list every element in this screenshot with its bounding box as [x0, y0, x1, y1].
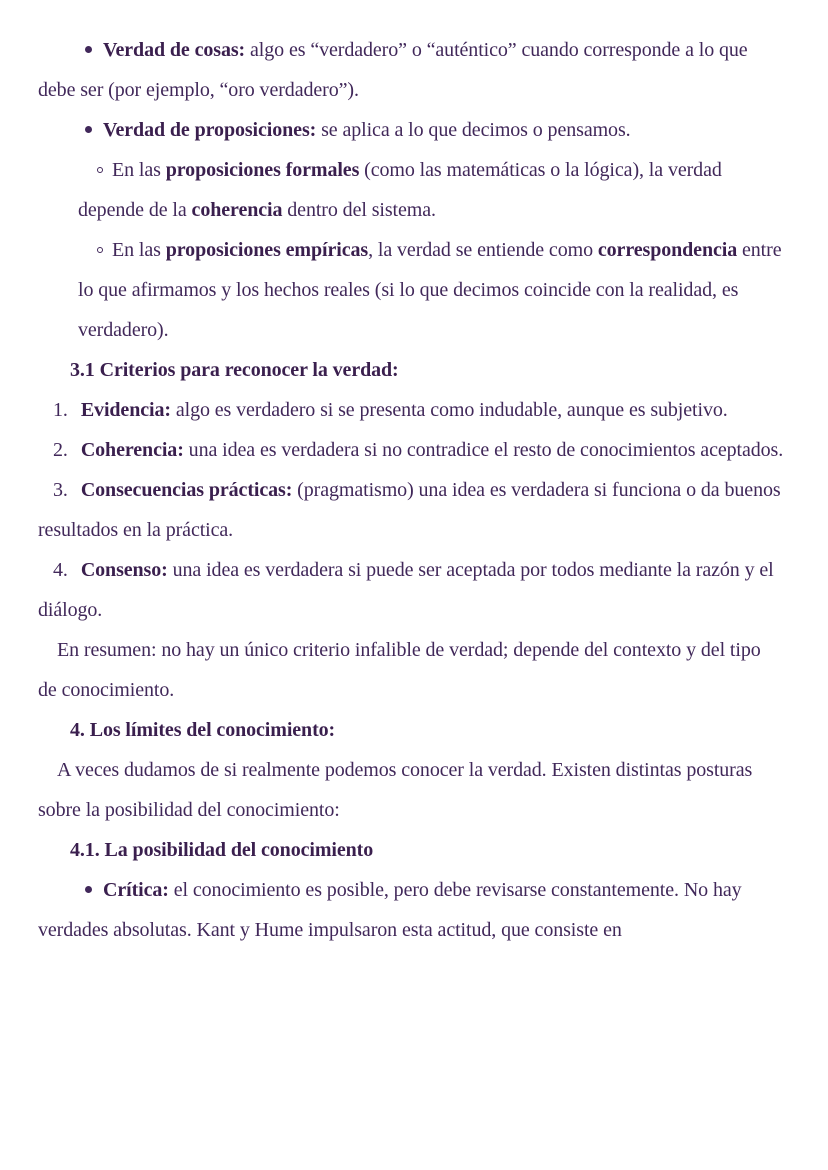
section-heading: [38, 830, 784, 870]
bullet-dot-icon: [85, 46, 92, 53]
section-heading: [38, 350, 784, 390]
bullet-circle-icon: [97, 167, 103, 173]
block-text: Coherencia: una idea es verdadera si no contradice el resto de conocimientos aceptados.: [80, 439, 784, 461]
list-number: 2.: [53, 439, 68, 461]
section-heading: [38, 710, 784, 750]
block-text: Verdad de cosas: algo es “verdadero” o “auténtico” cuando corresponde a lo que debe ser (por ejemplo, “oro verdadero”).: [38, 39, 748, 101]
block-text: En resumen: no hay un único criterio infalible de verdad; depende del contexto y del tipo de conocimiento.: [38, 639, 761, 701]
block-text: Evidencia: algo es verdadero si se presenta como indudable, aunque es subjetivo.: [80, 399, 728, 421]
block-text: Consecuencias prácticas: (pragmatismo) una idea es verdadera si funciona o da buenos resultados en la práctica.: [38, 479, 781, 541]
heading-text: 4. Los límites del conocimiento:: [70, 719, 336, 741]
bullet-circle-icon: [97, 247, 103, 253]
numbered-item: [38, 470, 784, 550]
paragraph: [38, 630, 784, 710]
block-text: Consenso: una idea es verdadera si puede ser aceptada por todos mediante la razón y el diálogo.: [38, 559, 774, 621]
sub-bullet-item: [78, 230, 784, 350]
numbered-item: [38, 430, 784, 470]
block-text: A veces dudamos de si realmente podemos conocer la verdad. Existen distintas posturas sobre la posibilidad del conocimiento:: [38, 759, 753, 821]
heading-text: 4.1. La posibilidad del conocimiento: [70, 839, 374, 861]
bullet-dot-icon: [85, 126, 92, 133]
paragraph: [38, 750, 784, 830]
numbered-item: [38, 390, 784, 430]
heading-text: 3.1 Criterios para reconocer la verdad:: [70, 359, 399, 381]
list-number: 3.: [53, 479, 68, 501]
block-text: Crítica: el conocimiento es posible, pero debe revisarse constantemente. No hay verdades absolutas. Kant y Hume impulsaron esta actitud, que consiste en: [38, 879, 742, 941]
bullet-item: [38, 870, 784, 950]
block-text: En las proposiciones formales (como las matemáticas o la lógica), la verdad depende de la coherencia dentro del sistema.: [78, 159, 722, 221]
block-text: Verdad de proposiciones: se aplica a lo que decimos o pensamos.: [103, 119, 631, 141]
bullet-item: [38, 110, 784, 150]
list-number: 4.: [53, 559, 68, 581]
bullet-dot-icon: [85, 886, 92, 893]
bullet-item: [38, 30, 784, 110]
numbered-item: [38, 550, 784, 630]
block-text: En las proposiciones empíricas, la verdad se entiende como correspondencia entre lo que afirmamos y los hechos reales (si lo que decimos coincide con la realidad, es verdadero).: [78, 239, 782, 341]
sub-bullet-item: [78, 150, 784, 230]
list-number: 1.: [53, 399, 68, 421]
